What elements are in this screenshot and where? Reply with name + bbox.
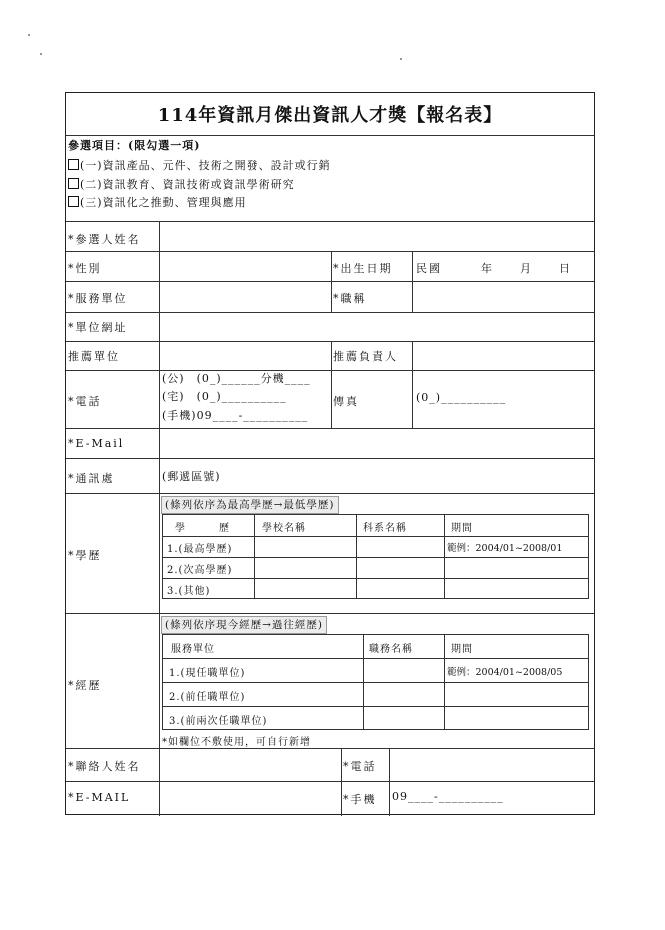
education-table [162, 514, 589, 599]
education-label: *學歷 [68, 549, 102, 562]
job-title-label: *職稱 [333, 292, 367, 305]
edu-example: 範例：2004/01~2008/01 [447, 543, 563, 554]
gender-label: *性別 [68, 262, 102, 275]
exp-header-title: 職務名稱 [369, 644, 413, 655]
contact-name-label: *聯絡人姓名 [68, 760, 141, 773]
recommender-person-label: 推薦負責人 [333, 350, 398, 363]
fax-field[interactable]: (0_)__________ [416, 391, 507, 404]
experience-footnote: *如欄位不敷使用，可自行新增 [162, 737, 311, 748]
phone-home-field[interactable]: (宅) (0_)__________ [162, 390, 287, 403]
category-heading: 參選項目：(限勾選一項) [68, 139, 201, 152]
scan-speck [400, 58, 402, 60]
exp-row-2: 2.(前任職單位) [169, 692, 246, 703]
edu-row-3: 3.(其他) [167, 586, 211, 597]
exp-header-org: 服務單位 [171, 644, 215, 655]
edu-row-2: 2.(次高學歷) [167, 565, 233, 576]
scan-speck [28, 34, 30, 36]
form-title: 114年資訊月傑出資訊人才獎【報名表】 [157, 105, 503, 126]
fax-label: 傳真 [333, 395, 359, 408]
application-form [65, 92, 595, 815]
category-option-2[interactable]: (二)資訊教育、資訊技術或資訊學術研究 [68, 178, 295, 192]
employer-label: *服務單位 [68, 292, 128, 305]
name-label: *參選人姓名 [68, 233, 141, 246]
edu-header-period: 期間 [451, 523, 473, 534]
contact-mobile-label: *手機 [343, 793, 377, 806]
exp-example: 範例：2004/01~2008/05 [447, 667, 563, 678]
phone-label: *電話 [68, 395, 102, 408]
exp-row-1: 1.(現任職單位) [169, 668, 246, 679]
phone-mobile-field[interactable]: (手機)09____-__________ [162, 409, 309, 422]
email-label: *E-Mail [68, 437, 125, 450]
address-label: *通訊處 [68, 472, 115, 485]
website-label: *單位網址 [68, 321, 128, 334]
edu-row-1: 1.(最高學歷) [167, 544, 233, 555]
birth-value[interactable]: 民國 年 月 日 [416, 262, 572, 275]
zip-field[interactable]: (郵遞區號) [162, 470, 221, 483]
contact-email-label: *E-MAIL [68, 791, 131, 804]
exp-header-period: 期間 [451, 644, 473, 655]
scan-speck [40, 53, 42, 55]
checkbox-icon[interactable] [68, 196, 79, 207]
category-option-1[interactable]: (一)資訊產品、元件、技術之開發、設計或行銷 [68, 159, 331, 173]
birth-label: *出生日期 [333, 262, 393, 275]
checkbox-icon[interactable] [68, 159, 79, 170]
checkbox-icon[interactable] [68, 178, 79, 189]
education-note: (條列依序為最高學歷→最低學歷) [161, 496, 339, 514]
contact-phone-label: *電話 [343, 760, 377, 773]
experience-table [162, 634, 589, 730]
category-option-3[interactable]: (三)資訊化之推動、管理與應用 [68, 196, 247, 210]
recommender-org-label: 推薦單位 [68, 350, 120, 363]
edu-header-degree: 學 歷 [175, 523, 230, 534]
exp-row-3: 3.(前兩次任職單位) [169, 716, 268, 727]
edu-header-school: 學校名稱 [262, 523, 306, 534]
experience-note: (條列依序現今經歷→過往經歷) [161, 616, 327, 634]
contact-mobile-field[interactable]: 09____-__________ [392, 790, 504, 803]
edu-header-dept: 科系名稱 [363, 523, 407, 534]
phone-office-field[interactable]: (公) (0_)______分機____ [162, 372, 311, 385]
experience-label: *經歷 [68, 679, 102, 692]
